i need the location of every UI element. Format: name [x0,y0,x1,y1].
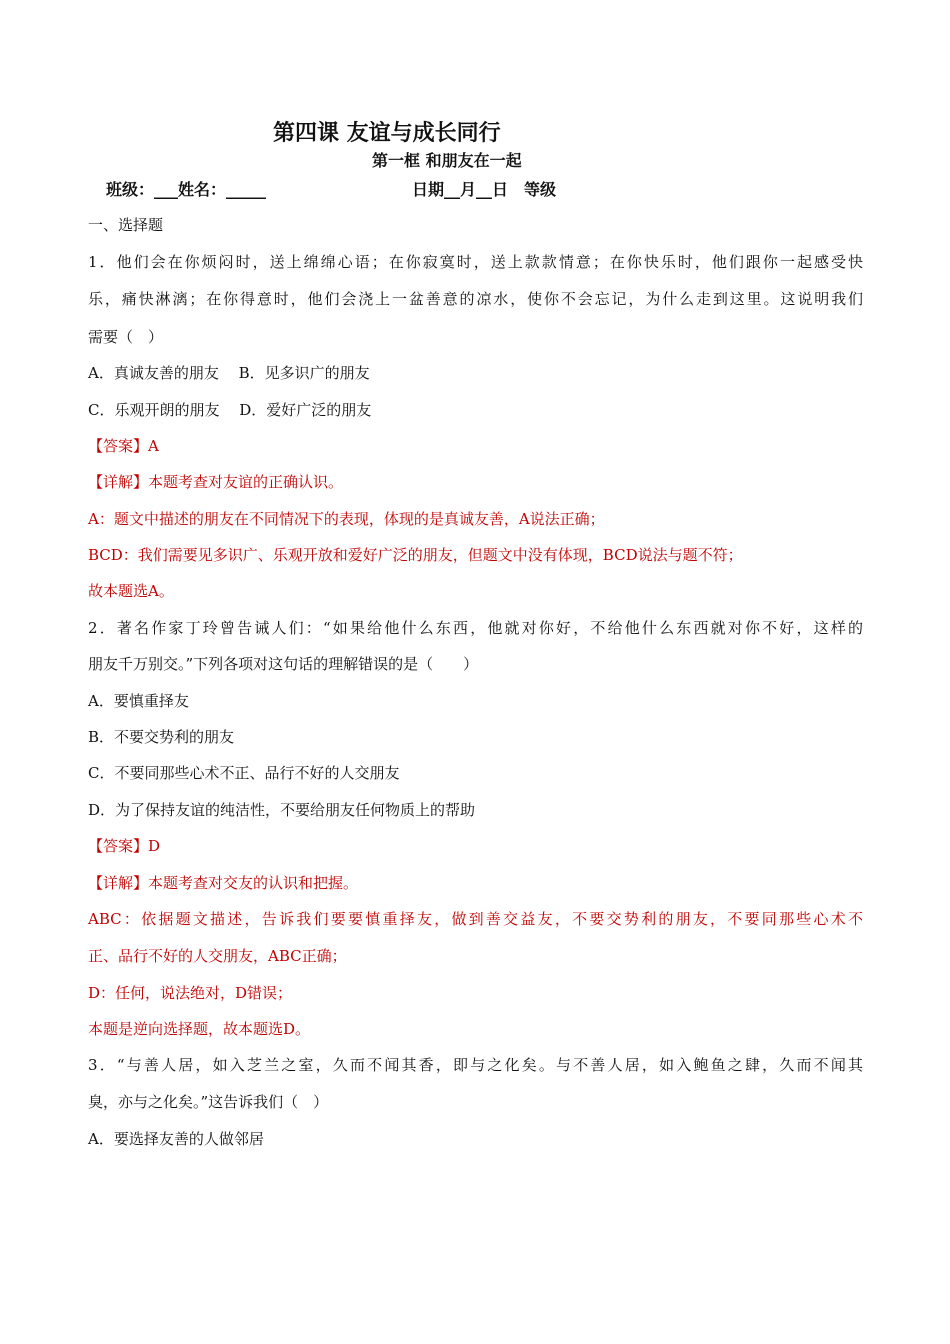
q1-explain-3: 故本题选A。 [88,582,174,600]
lesson-subtitle: 第一框 和朋友在一起 [372,151,522,170]
q2-explain-1: ABC：依据题文描述，告诉我们要要慎重择友，做到善交益友，不要交势利的朋友，不要同那些心术不 [88,910,863,928]
q3-option-a: A．要选择友善的人做邻居 [88,1130,264,1148]
q2-explain-2: 正、品行不好的人交朋友，ABC正确； [88,947,347,965]
q2-option-d: D．为了保持友谊的纯洁性，不要给朋友任何物质上的帮助 [88,801,476,819]
q1-explain-1: A：题文中描述的朋友在不同情况下的表现，体现的是真诚友善，A说法正确； [88,510,605,528]
q1-stem-line-1: 1．他们会在你烦闷时，送上绵绵心语；在你寂寞时，送上款款情意；在你快乐时，他们跟你一起感受快 [88,253,863,271]
q2-explain: 【详解】本题考查对交友的认识和把握。 [88,874,359,892]
q2-answer: 【答案】D [88,837,161,855]
q2-explain-3: D：任何，说法绝对，D错误； [88,984,293,1002]
q1-explain-2: BCD：我们需要见多识广、乐观开放和爱好广泛的朋友，但题文中没有体现，BCD说法与题不符； [88,546,743,564]
q1-answer: 【答案】A [88,437,159,455]
q1-options-cd: C．乐观开朗的朋友 D．爱好广泛的朋友 [88,401,372,419]
date-grade-field: 日期__月__日 等级 [412,180,557,199]
q2-explain-4: 本题是逆向选择题，故本题选D。 [88,1020,311,1038]
q1-options-ab: A．真诚友善的朋友 B．见多识广的朋友 [88,364,370,382]
q1-stem-line-3: 需要（ ） [88,328,164,346]
section-heading: 一、选择题 [88,216,164,234]
q3-stem-line-1: 3．“与善人居，如入芝兰之室，久而不闻其香，即与之化矣。与不善人居，如入鲍鱼之肆，久而不闻其 [88,1056,863,1074]
class-name-field: 班级：___姓名：_____ [106,180,267,199]
q2-stem-line-2: 朋友千万别交。”下列各项对这句话的理解错误的是（ ） [88,655,479,673]
q2-option-b: B．不要交势利的朋友 [88,728,235,746]
lesson-title: 第四课 友谊与成长同行 [273,120,501,146]
q2-stem-line-1: 2．著名作家丁玲曾告诫人们：“如果给他什么东西，他就对你好，不给他什么东西就对你不好，这样的 [88,619,863,637]
q1-stem-line-2: 乐，痛快淋漓；在你得意时，他们会浇上一盆善意的凉水，使你不会忘记，为什么走到这里。这说明我们 [88,290,863,308]
q1-explain: 【详解】本题考查对友谊的正确认识。 [88,473,344,491]
q2-option-a: A．要慎重择友 [88,692,189,710]
q2-option-c: C．不要同那些心术不正、品行不好的人交朋友 [88,764,400,782]
q3-stem-line-2: 臭，亦与之化矣。”这告诉我们（ ） [88,1093,329,1111]
